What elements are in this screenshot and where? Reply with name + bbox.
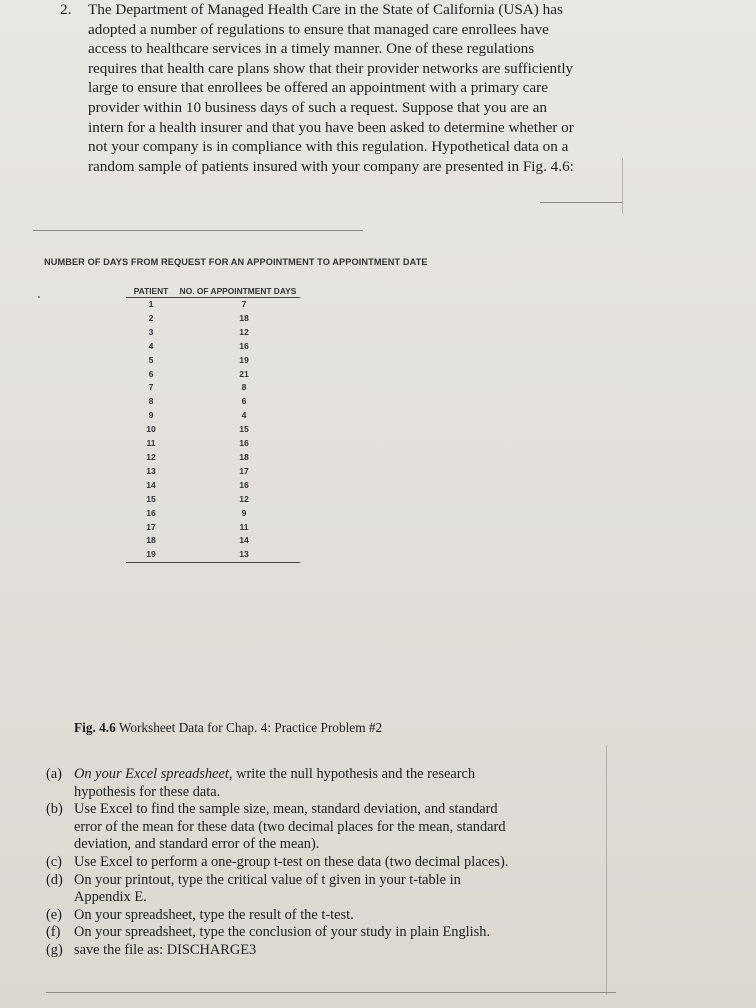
figure-caption-label: Fig. 4.6 <box>74 720 116 735</box>
question-item <box>46 924 586 942</box>
problem-line: The Department of Managed Health Care in the State of California (USA) has <box>88 1 563 18</box>
question-item <box>46 801 586 854</box>
days-cell: 19 <box>239 354 249 365</box>
data-table <box>126 285 300 563</box>
question-line: deviation, and standard error of the mean). <box>74 836 320 853</box>
table-row <box>126 479 300 493</box>
margin-line <box>606 745 607 995</box>
question-line: Appendix E. <box>74 889 147 906</box>
question-line: On your printout, type the critical value of t given in your t-table in <box>74 871 461 888</box>
question-label: (e) <box>46 906 62 923</box>
question-label: (g) <box>46 941 63 958</box>
problem-statement <box>60 0 620 176</box>
days-cell: 12 <box>239 326 249 337</box>
patient-cell: 15 <box>146 493 156 504</box>
question-item <box>46 854 586 872</box>
patient-cell: 16 <box>146 507 156 518</box>
question-line: hypothesis for these data. <box>74 783 221 800</box>
patient-cell: 6 <box>148 368 154 379</box>
problem-line: intern for a health insurer and that you have been asked to determine whether or <box>88 118 574 136</box>
days-cell: 7 <box>241 299 247 309</box>
table-row <box>126 493 300 507</box>
days-cell: 11 <box>239 521 249 532</box>
bottom-divider <box>46 992 616 993</box>
days-cell: 12 <box>239 493 249 504</box>
table-row <box>126 534 300 548</box>
days-cell: 4 <box>241 410 247 421</box>
problem-line: not your company is in compliance with this regulation. Hypothetical data on a <box>88 138 569 156</box>
days-cell: 18 <box>239 312 249 323</box>
table-row <box>126 451 300 465</box>
problem-line: random sample of patients insured with your company are presented in Fig. 4.6: <box>88 157 574 175</box>
patient-cell: 3 <box>148 326 154 337</box>
patient-cell: 11 <box>146 438 156 449</box>
question-line: error of the mean for these data (two decimal places for the mean, standard <box>74 818 506 835</box>
column-header-days: NO. OF APPOINTMENT DAYS <box>176 285 300 298</box>
days-cell: 9 <box>241 507 247 518</box>
days-cell: 16 <box>239 438 249 449</box>
days-cell: 8 <box>241 382 247 393</box>
question-line: save the file as: DISCHARGE3 <box>74 941 257 958</box>
question-line: On your spreadsheet, type the result of the t-test. <box>74 906 354 923</box>
patient-cell: 7 <box>148 382 154 393</box>
patient-cell: 14 <box>146 479 156 490</box>
table-row <box>126 395 300 409</box>
question-text: write the null hypothesis and the research <box>236 766 476 782</box>
patient-cell: 9 <box>148 410 154 421</box>
patient-cell: 12 <box>146 451 156 462</box>
days-cell: 16 <box>239 479 249 490</box>
days-cell: 18 <box>239 451 249 462</box>
table-row <box>126 507 300 521</box>
problem-number: 2. <box>60 1 72 18</box>
days-cell: 6 <box>241 396 247 407</box>
margin-mark <box>622 158 623 214</box>
question-item <box>46 766 586 801</box>
question-line <box>74 766 586 784</box>
patient-cell: 19 <box>126 548 176 562</box>
patient-cell: 2 <box>148 312 154 323</box>
question-label: (b) <box>46 801 63 818</box>
patient-cell: 1 <box>148 299 154 309</box>
table-row <box>126 368 300 382</box>
table-row <box>126 298 300 312</box>
stray-mark <box>38 296 40 298</box>
days-cell: 13 <box>176 548 300 562</box>
table-row <box>126 437 300 451</box>
table-row <box>126 521 300 535</box>
question-line: Use Excel to perform a one-group t-test on these data (two decimal places). <box>74 853 509 870</box>
table-row <box>126 340 300 354</box>
patient-cell: 5 <box>148 354 154 365</box>
patient-cell: 13 <box>146 465 156 476</box>
table-body <box>126 298 300 563</box>
divider-left <box>33 230 363 231</box>
question-line: On your spreadsheet, type the conclusion of your study in plain English. <box>74 924 491 941</box>
question-line: Use Excel to find the sample size, mean, standard deviation, and standard <box>74 801 498 818</box>
question-label: (d) <box>46 871 63 888</box>
question-label: (f) <box>46 924 61 941</box>
question-item <box>46 872 586 907</box>
table-header-row <box>126 285 300 298</box>
figure-caption <box>74 720 382 736</box>
question-item <box>46 907 586 925</box>
problem-line: provider within 10 business days of such a request. Suppose that you are an <box>88 98 547 116</box>
patient-cell: 18 <box>146 535 156 546</box>
question-emphasis: On your Excel spreadsheet, <box>74 766 233 782</box>
table-row <box>126 381 300 395</box>
figure-caption-text: Worksheet Data for Chap. 4: Practice Problem #2 <box>118 720 383 735</box>
days-cell: 17 <box>239 465 249 476</box>
days-cell: 14 <box>239 535 249 546</box>
table-row <box>126 465 300 479</box>
table-row <box>126 409 300 423</box>
column-header-patient: PATIENT <box>126 285 176 298</box>
question-list <box>46 766 586 960</box>
question-item <box>46 942 586 960</box>
table-row <box>126 548 300 562</box>
problem-line: large to ensure that enrollees be offered an appointment with a primary care <box>88 79 548 97</box>
problem-line: access to healthcare services in a timely manner. One of these regulations <box>88 40 535 58</box>
divider-right <box>540 202 622 203</box>
table-row <box>126 354 300 368</box>
patient-cell: 4 <box>148 340 154 351</box>
problem-line: adopted a number of regulations to ensure that managed care enrollees have <box>88 20 549 38</box>
days-cell: 21 <box>239 368 249 379</box>
table-row <box>126 312 300 326</box>
days-cell: 15 <box>239 424 249 435</box>
patient-cell: 10 <box>146 424 156 435</box>
table-row <box>126 423 300 437</box>
patient-cell: 17 <box>146 521 156 532</box>
figure-heading: NUMBER OF DAYS FROM REQUEST FOR AN APPOINTMENT TO APPOINTMENT DATE <box>44 257 428 267</box>
problem-text <box>60 0 620 176</box>
problem-line: requires that health care plans show that their provider networks are sufficiently <box>88 59 574 77</box>
question-label: (a) <box>46 766 62 782</box>
question-label: (c) <box>46 853 62 870</box>
days-cell: 16 <box>239 340 249 351</box>
table-row <box>126 326 300 340</box>
patient-cell: 8 <box>148 396 154 407</box>
